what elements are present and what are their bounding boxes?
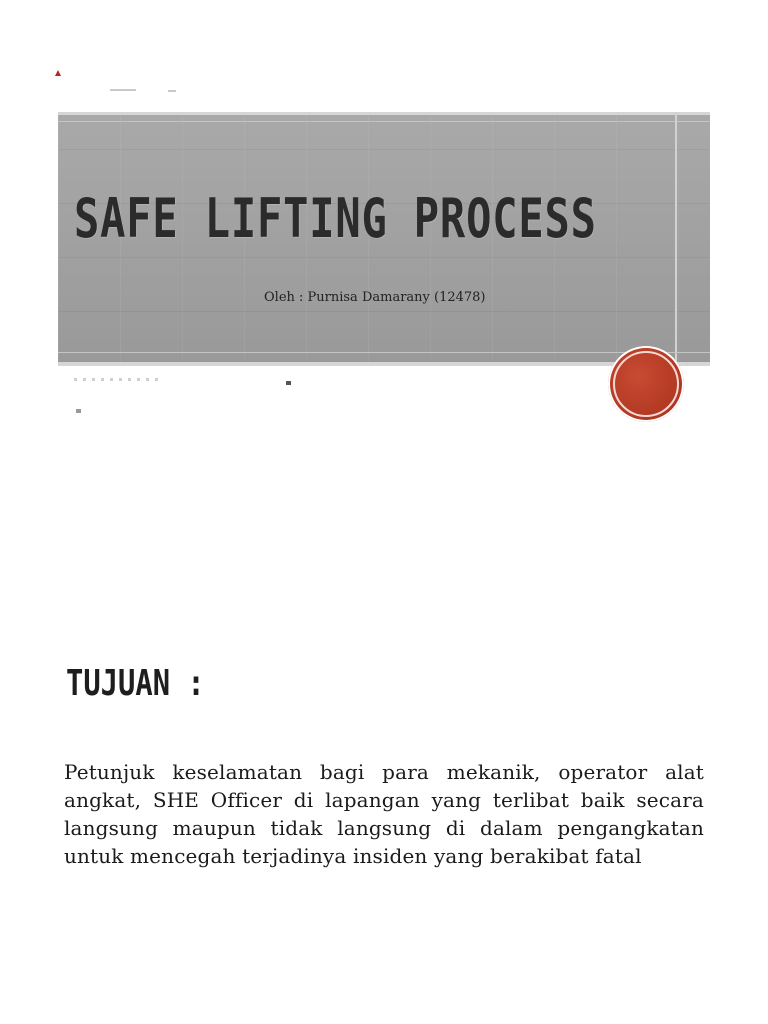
purpose-paragraph: Petunjuk keselamatan bagi para mekanik, operator alat angkat, SHE Officer di lapangan yang terlibat baik secara langsung maupun tidak langsung di dalam pengangkatan untuk mencegah terjadinya insiden yang berakibat fatal bbox=[64, 760, 704, 868]
slide-subtitle: Oleh : Purnisa Damarany (12478) bbox=[264, 290, 486, 305]
banner-rule bbox=[58, 112, 710, 115]
decorative-line bbox=[168, 90, 176, 92]
decorative-line bbox=[110, 89, 136, 91]
slide-purpose bbox=[0, 512, 768, 1024]
decorative-mark bbox=[286, 381, 291, 385]
banner-rule bbox=[58, 121, 710, 122]
decorative-circle-icon bbox=[608, 346, 684, 422]
section-heading: TUJUAN : bbox=[66, 663, 205, 704]
decorative-dots bbox=[74, 378, 164, 381]
decorative-mark bbox=[76, 409, 81, 413]
banner-rule bbox=[58, 352, 710, 353]
banner-divider bbox=[675, 112, 677, 366]
slide-title-text: SAFE LIFTING PROCESS bbox=[74, 187, 597, 250]
title-banner bbox=[58, 112, 710, 366]
red-marker-icon bbox=[55, 70, 61, 76]
circle-ring bbox=[613, 351, 679, 417]
